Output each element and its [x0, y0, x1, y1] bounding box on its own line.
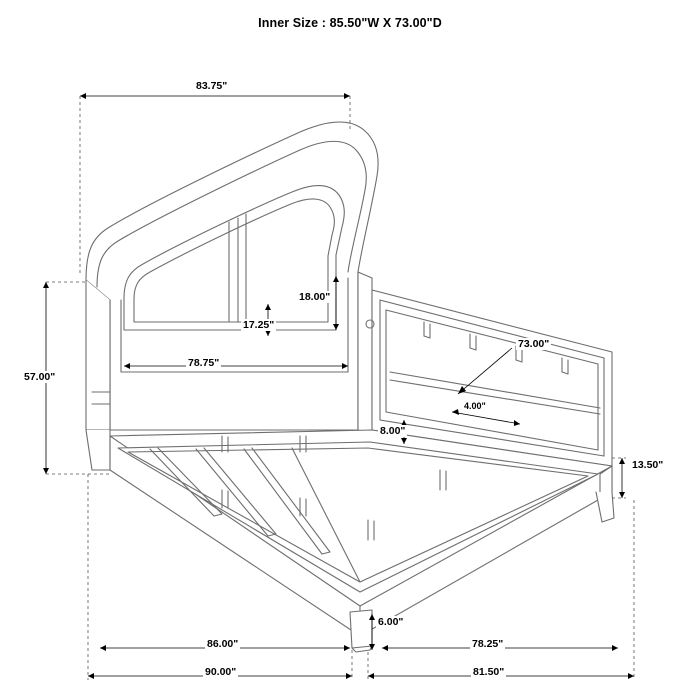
- dimension-label-overall-width: 90.00": [205, 666, 237, 678]
- dimension-label-side-length: 78.25": [472, 638, 504, 650]
- dimension-label-leg-height: 6.00": [378, 616, 404, 628]
- dimension-label-panel-inner-height: 17.25": [243, 319, 275, 331]
- dimension-label-front-width: 86.00": [207, 638, 239, 650]
- dimension-label-rail-length: 78.75": [188, 357, 220, 369]
- page-title: Inner Size : 85.50"W X 73.00"D: [258, 16, 442, 30]
- dimension-label-footboard-height: 13.50": [632, 459, 664, 471]
- dimension-label-slat-gap: 4.00": [464, 401, 486, 411]
- dimension-label-headboard-height: 57.00": [24, 371, 56, 383]
- dimension-label-bed-depth: 73.00": [518, 338, 550, 350]
- dimension-label-overall-length: 81.50": [473, 666, 505, 678]
- dimension-label-headboard-width: 83.75": [196, 80, 228, 92]
- dimension-label-side-rail-height: 8.00": [380, 425, 406, 437]
- dimension-label-panel-height: 18.00": [299, 291, 331, 303]
